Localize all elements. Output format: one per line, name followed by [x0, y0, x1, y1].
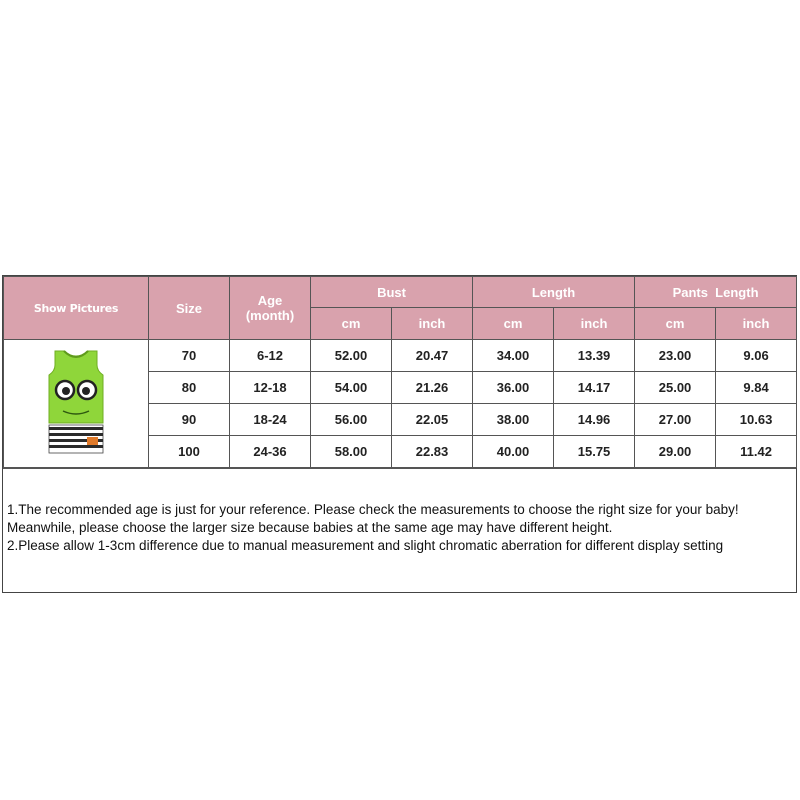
cell-bust-cm: 54.00	[311, 372, 392, 404]
cell-bust-inch: 20.47	[392, 340, 473, 372]
note-line-2: Meanwhile, please choose the larger size because babies at the same age may have different height.	[7, 520, 613, 535]
cell-age: 6-12	[230, 340, 311, 372]
outfit-illustration-icon	[41, 345, 111, 460]
cell-bust-inch: 21.26	[392, 372, 473, 404]
header-pants-cm: cm	[635, 308, 716, 340]
cell-pants-inch: 11.42	[716, 436, 797, 468]
header-show-pictures: Show Pictures	[4, 277, 149, 340]
cell-bust-inch: 22.05	[392, 404, 473, 436]
header-pants-length: Pants Length	[635, 277, 797, 308]
header-pants-inch: inch	[716, 308, 797, 340]
cell-age: 24-36	[230, 436, 311, 468]
size-chart-table	[3, 276, 797, 468]
cell-length-cm: 38.00	[473, 404, 554, 436]
header-bust-cm: cm	[311, 308, 392, 340]
cell-bust-cm: 52.00	[311, 340, 392, 372]
cell-length-cm: 36.00	[473, 372, 554, 404]
header-age-unit: (month)	[245, 308, 295, 323]
note-line-1: 1.The recommended age is just for your reference. Please check the measurements to choose the right size for your baby!	[7, 502, 739, 517]
cell-pants-cm: 29.00	[635, 436, 716, 468]
cell-age: 18-24	[230, 404, 311, 436]
cell-length-cm: 40.00	[473, 436, 554, 468]
product-picture-cell	[4, 340, 149, 468]
cell-bust-cm: 56.00	[311, 404, 392, 436]
cell-pants-cm: 25.00	[635, 372, 716, 404]
header-length-inch: inch	[554, 308, 635, 340]
table-row	[4, 340, 797, 372]
header-length: Length	[473, 277, 635, 308]
cell-size: 100	[149, 436, 230, 468]
cell-pants-cm: 27.00	[635, 404, 716, 436]
header-age-label: Age	[257, 293, 283, 308]
cell-size: 90	[149, 404, 230, 436]
size-chart-sheet	[2, 275, 797, 593]
cell-pants-inch: 9.84	[716, 372, 797, 404]
cell-bust-cm: 58.00	[311, 436, 392, 468]
cell-length-inch: 14.96	[554, 404, 635, 436]
note-line-3: 2.Please allow 1-3cm difference due to manual measurement and slight chromatic aberration for different display setting	[7, 538, 724, 553]
cell-length-inch: 13.39	[554, 340, 635, 372]
notes-box	[3, 468, 796, 592]
cell-length-inch: 14.17	[554, 372, 635, 404]
cell-bust-inch: 22.83	[392, 436, 473, 468]
cell-pants-inch: 10.63	[716, 404, 797, 436]
header-age	[230, 277, 311, 340]
header-bust: Bust	[311, 277, 473, 308]
cell-age: 12-18	[230, 372, 311, 404]
header-bust-inch: inch	[392, 308, 473, 340]
cell-pants-cm: 23.00	[635, 340, 716, 372]
striped-shorts	[49, 425, 103, 453]
cell-length-cm: 34.00	[473, 340, 554, 372]
cell-size: 80	[149, 372, 230, 404]
cell-size: 70	[149, 340, 230, 372]
cell-pants-inch: 9.06	[716, 340, 797, 372]
cell-length-inch: 15.75	[554, 436, 635, 468]
header-size: Size	[149, 277, 230, 340]
header-length-cm: cm	[473, 308, 554, 340]
